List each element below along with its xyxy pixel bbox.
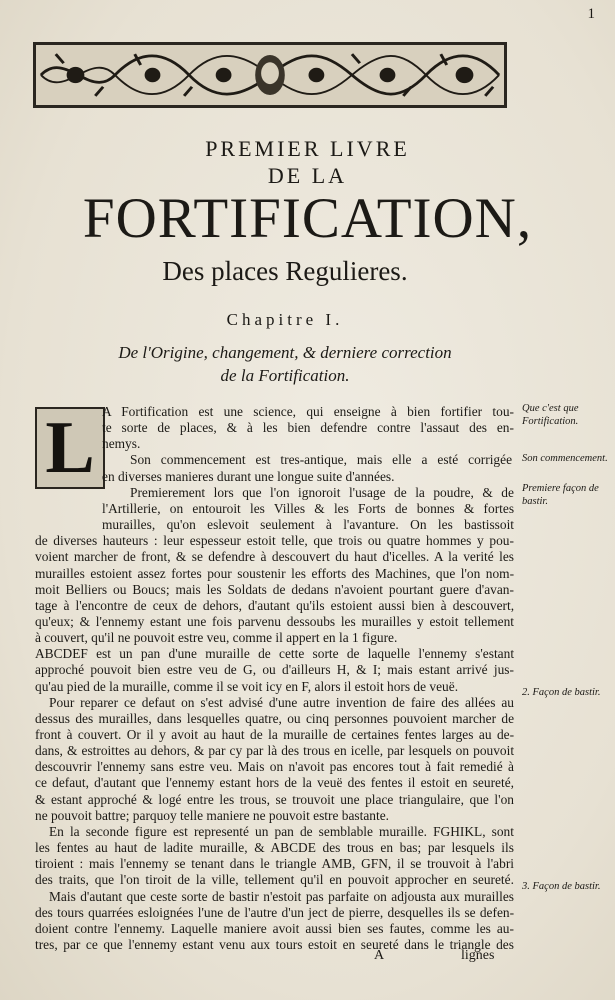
body-line: dans, & estroittes au dehors, & par cy par là des trous en icelle, par lesquels on pouvoit bbox=[35, 743, 515, 759]
body-line: doient contre l'ennemy. Laquelle maniere avoit aussi bien ses fautes, comme les au- bbox=[35, 920, 514, 936]
title-subtitle: Des places Regulieres. bbox=[162, 256, 408, 286]
body-line: & estant approché & logé entre les trous, se trouvoit une place triangulaire, que l'on bbox=[35, 791, 514, 807]
margin-note: Son commencement. bbox=[522, 453, 608, 464]
body-line: dessus des murailles, dans lesquelles quatre, ou cinq personnes pouvoient marcher de bbox=[35, 710, 515, 726]
body-line: voient marcher de front, & se defendre à descouvert du haut d'icelles. A la verité les bbox=[35, 549, 514, 565]
body-line: ce defaut, d'autant que l'ennemy estant hors de la veuë des fentes il estoit en seureté, bbox=[35, 775, 514, 791]
drop-cap bbox=[35, 407, 105, 489]
margin-note: Premiere façon de bastir. bbox=[522, 483, 599, 507]
body-line: En la seconde figure est representé un pan de semblable muraille. FGHIKL, sont bbox=[49, 823, 514, 839]
body-line: te sorte de places, & à les bien defendre contre l'assaut des en- bbox=[102, 420, 514, 436]
chapter-subtitle-2: de la Fortification. bbox=[220, 366, 350, 385]
chapter-heading: Chapitre I. bbox=[226, 310, 344, 329]
catchword: lignes bbox=[461, 948, 495, 963]
drop-cap-letter: L bbox=[45, 407, 95, 489]
body-line: tage à l'encontre de ceux de dehors, d'autant qu'ils estoient aussi bien à descouvert, bbox=[35, 597, 515, 613]
body-line: qu'au pied de la muraille, comme il se voit icy en F, alors il estoit hors de veuë. bbox=[35, 678, 459, 694]
body-line: des traits, que l'on tiroit de la ville, tellement qu'il en pouvoit approcher en seureté. bbox=[35, 872, 514, 888]
body-line: tiroient : mais l'ennemy se tenant dans le triangle AMB, GFN, il se trouvoit à l'abri bbox=[35, 856, 514, 872]
page-number: 1 bbox=[587, 6, 595, 22]
body-line: des tours quarrées esloignées l'une de l'autre d'un ject de pierre, desquelles ils se defen- bbox=[35, 904, 515, 920]
body-line: moit Belliers ou Boucs; mais les Soldats de dedans n'avoient pourtant guere d'avan- bbox=[35, 581, 514, 597]
title-line-2: DE LA bbox=[267, 163, 348, 188]
body-line: murailles, qu'on eslevoit seulement à l'avanture. On les bastissoit bbox=[102, 517, 515, 533]
body-line: Pour reparer ce defaut on s'est advisé d'une autre invention de faire des allées au bbox=[49, 694, 514, 710]
body-line: en diverses manieres durant une longue suite d'années. bbox=[102, 468, 395, 484]
chapter-subtitle-1: De l'Origine, changement, & derniere correction bbox=[118, 343, 452, 362]
margin-note: 3. Façon de bastir. bbox=[522, 881, 601, 892]
headpiece-ornament bbox=[33, 42, 507, 108]
body-line: ABCDEF est un pan d'une muraille de cette sorte de laquelle l'ennemy s'estant bbox=[35, 646, 515, 662]
body-line: approché pouvoit bien estre veu de G, ou d'ailleurs H, & I; mais estant arrivé jus- bbox=[35, 662, 514, 678]
body-line: à couvert, qu'il ne pouvoit estre veu, comme il appert en la 1 figure. bbox=[35, 630, 398, 646]
title-line-1: PREMIER LIVRE bbox=[205, 136, 410, 161]
body-line: front à couvert. Or il y avoit au haut de la muraille de certaines fentes larges au de- bbox=[35, 727, 515, 743]
signature-mark: A bbox=[374, 948, 385, 963]
body-line: de diverses hauteurs : leur espesseur estoit telle, que trois ou quatre hommes y pou- bbox=[35, 533, 514, 549]
margin-note: Que c'est que Fortification. bbox=[522, 403, 579, 427]
body-line: descouvrir l'ennemy sans estre veu. Mais on n'avoit pas encores tout à fait remedié à bbox=[35, 759, 514, 775]
body-line: tres, par ce que l'ennemy estant venu aux tours estoit en seureté dans le triangle des bbox=[35, 937, 514, 952]
body-line: les fentes au haut de ladite muraille, & ABCDE des trous en bas; par lesquels ils bbox=[35, 840, 514, 856]
body-line: ne pouvoit battre; parquoy telle maniere ne pouvoit estre bastante. bbox=[35, 807, 389, 823]
title-main: FORTIFICATION, bbox=[82, 187, 533, 250]
body-line: Son commencement est tres-antique, mais elle a esté corrigée bbox=[130, 452, 513, 468]
body-line: murailles estoient assez fortes pour soustenir les efforts des Machines, que l'on nom- bbox=[35, 565, 515, 581]
body-line: qu'eux; & l'ennemy estant une fois parvenu dessoubs les murailles y estoit tellement bbox=[35, 613, 515, 629]
body-line: Mais d'autant que ceste sorte de bastir n'estoit pas parfaite on adjousta aux murailles bbox=[49, 888, 514, 904]
body-line: A Fortification est une science, qui enseigne à bien fortifier tou- bbox=[102, 404, 514, 419]
body-line: nemys. bbox=[102, 436, 141, 452]
body-line: l'Artillerie, on entouroit les Villes & les Forts de bonnes & fortes bbox=[102, 500, 515, 516]
body-line: Premierement lors que l'on ignoroit l'usage de la poudre, & de bbox=[130, 484, 514, 500]
margin-note: 2. Façon de bastir. bbox=[522, 687, 601, 698]
floral-ornament-icon bbox=[36, 45, 504, 105]
